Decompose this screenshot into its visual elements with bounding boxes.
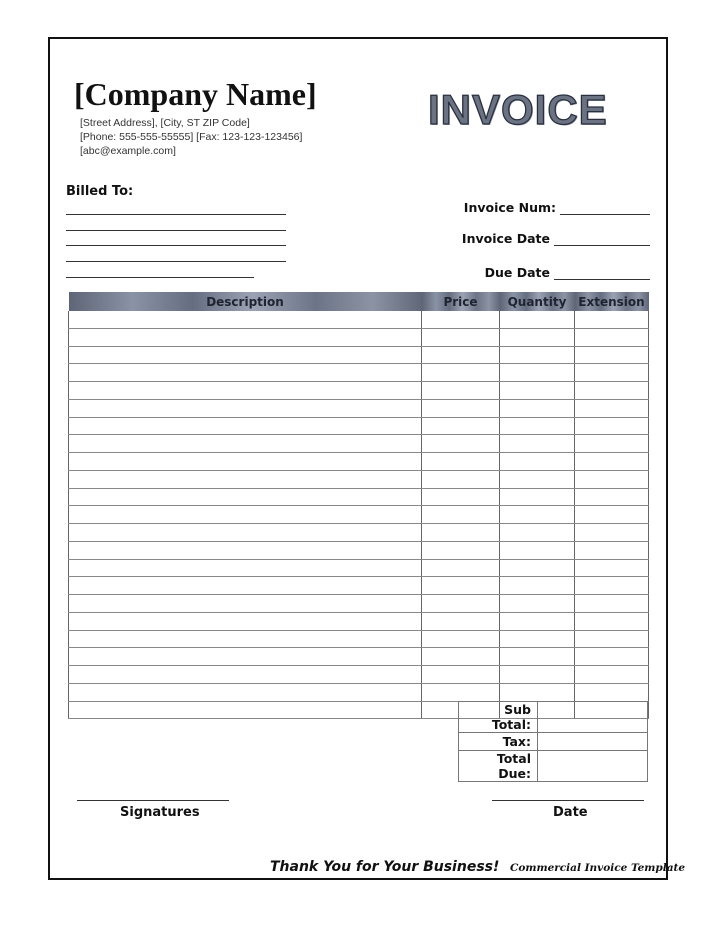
table-row xyxy=(69,488,649,506)
price-cell[interactable] xyxy=(422,612,500,630)
table-row xyxy=(69,541,649,559)
thank-you-message: Thank You for Your Business! xyxy=(270,859,500,875)
price-cell[interactable] xyxy=(422,382,500,400)
description-cell[interactable] xyxy=(69,541,422,559)
extension-cell[interactable] xyxy=(575,417,649,435)
tax-row xyxy=(459,733,648,751)
table-header-row xyxy=(69,292,649,311)
billed-to-label: Billed To: xyxy=(66,184,134,199)
subtotal-row xyxy=(459,702,648,733)
extension-cell[interactable] xyxy=(575,683,649,701)
price-cell[interactable] xyxy=(422,524,500,542)
table-row xyxy=(69,435,649,453)
table-row xyxy=(69,364,649,382)
description-cell[interactable] xyxy=(69,648,422,666)
extension-cell[interactable] xyxy=(575,524,649,542)
price-cell[interactable] xyxy=(422,399,500,417)
extension-cell[interactable] xyxy=(575,382,649,400)
invoice-date-label: Invoice Date xyxy=(461,231,550,246)
description-cell[interactable] xyxy=(69,666,422,684)
total-due-label: Total Due: xyxy=(459,751,538,782)
description-cell[interactable] xyxy=(69,701,422,719)
price-cell[interactable] xyxy=(422,630,500,648)
billed-to-line[interactable] xyxy=(66,261,286,262)
table-row xyxy=(69,524,649,542)
column-header-extension: Extension xyxy=(575,292,649,311)
column-header-quantity: Quantity xyxy=(500,292,575,311)
company-name: [Company Name] xyxy=(74,76,317,112)
due-date-blank[interactable] xyxy=(554,269,650,280)
quantity-cell[interactable] xyxy=(500,630,575,648)
totals-table xyxy=(458,701,648,782)
table-row xyxy=(69,328,649,346)
billed-to-line[interactable] xyxy=(66,214,286,215)
table-row xyxy=(69,311,649,328)
quantity-cell[interactable] xyxy=(500,435,575,453)
quantity-cell[interactable] xyxy=(500,488,575,506)
total-due-value-cell[interactable] xyxy=(538,751,648,782)
quantity-cell[interactable] xyxy=(500,683,575,701)
line-items-table xyxy=(68,292,649,719)
quantity-cell[interactable] xyxy=(500,666,575,684)
description-cell[interactable] xyxy=(69,435,422,453)
quantity-cell[interactable] xyxy=(500,364,575,382)
quantity-cell[interactable] xyxy=(500,382,575,400)
invoice-date-blank[interactable] xyxy=(554,235,650,246)
date-label: Date xyxy=(553,805,588,820)
extension-cell[interactable] xyxy=(575,311,649,328)
price-cell[interactable] xyxy=(422,666,500,684)
price-cell[interactable] xyxy=(422,435,500,453)
price-cell[interactable] xyxy=(422,453,500,471)
quantity-cell[interactable] xyxy=(500,541,575,559)
quantity-cell[interactable] xyxy=(500,311,575,328)
extension-cell[interactable] xyxy=(575,346,649,364)
description-cell[interactable] xyxy=(69,399,422,417)
price-cell[interactable] xyxy=(422,541,500,559)
quantity-cell[interactable] xyxy=(500,328,575,346)
extension-cell[interactable] xyxy=(575,399,649,417)
table-row xyxy=(69,559,649,577)
description-cell[interactable] xyxy=(69,612,422,630)
price-cell[interactable] xyxy=(422,364,500,382)
quantity-cell[interactable] xyxy=(500,612,575,630)
price-cell[interactable] xyxy=(422,683,500,701)
description-cell[interactable] xyxy=(69,559,422,577)
table-row xyxy=(69,577,649,595)
description-cell[interactable] xyxy=(69,311,422,328)
table-row xyxy=(69,630,649,648)
extension-cell[interactable] xyxy=(575,648,649,666)
description-cell[interactable] xyxy=(69,630,422,648)
extension-cell[interactable] xyxy=(575,666,649,684)
column-header-description: Description xyxy=(69,292,422,311)
template-name: Commercial Invoice Template xyxy=(510,862,686,874)
description-cell[interactable] xyxy=(69,328,422,346)
due-date-field[interactable] xyxy=(485,265,650,280)
table-row xyxy=(69,683,649,701)
table-row xyxy=(69,595,649,613)
price-cell[interactable] xyxy=(422,417,500,435)
signature-line[interactable] xyxy=(77,800,229,801)
quantity-cell[interactable] xyxy=(500,417,575,435)
quantity-cell[interactable] xyxy=(500,577,575,595)
extension-cell[interactable] xyxy=(575,506,649,524)
description-cell[interactable] xyxy=(69,364,422,382)
table-row xyxy=(69,382,649,400)
table-row xyxy=(69,470,649,488)
quantity-cell[interactable] xyxy=(500,595,575,613)
description-cell[interactable] xyxy=(69,346,422,364)
description-cell[interactable] xyxy=(69,453,422,471)
price-cell[interactable] xyxy=(422,577,500,595)
company-phone-fax: [Phone: 555-555-55555] [Fax: 123-123-123456] xyxy=(80,131,303,143)
description-cell[interactable] xyxy=(69,524,422,542)
company-street: [Street Address], [City, ST ZIP Code] xyxy=(80,117,250,129)
price-cell[interactable] xyxy=(422,328,500,346)
invoice-num-label: Invoice Num: xyxy=(463,200,556,215)
description-cell[interactable] xyxy=(69,488,422,506)
date-line[interactable] xyxy=(492,800,644,801)
due-date-label: Due Date xyxy=(484,265,550,280)
invoice-num-blank[interactable] xyxy=(560,204,650,215)
column-header-price: Price xyxy=(422,292,500,311)
price-cell[interactable] xyxy=(422,470,500,488)
price-cell[interactable] xyxy=(422,311,500,328)
quantity-cell[interactable] xyxy=(500,453,575,471)
total-due-row xyxy=(459,751,648,782)
price-cell[interactable] xyxy=(422,648,500,666)
table-row xyxy=(69,399,649,417)
quantity-cell[interactable] xyxy=(500,346,575,364)
table-row xyxy=(69,666,649,684)
extension-cell[interactable] xyxy=(575,488,649,506)
extension-cell[interactable] xyxy=(575,328,649,346)
quantity-cell[interactable] xyxy=(500,506,575,524)
quantity-cell[interactable] xyxy=(500,524,575,542)
extension-cell[interactable] xyxy=(575,577,649,595)
extension-cell[interactable] xyxy=(575,541,649,559)
description-cell[interactable] xyxy=(69,470,422,488)
quantity-cell[interactable] xyxy=(500,648,575,666)
subtotal-label: Sub Total: xyxy=(459,702,538,733)
price-cell[interactable] xyxy=(422,506,500,524)
quantity-cell[interactable] xyxy=(500,399,575,417)
invoice-num-field[interactable] xyxy=(464,200,650,215)
signatures-label: Signatures xyxy=(120,805,200,820)
table-row xyxy=(69,346,649,364)
price-cell[interactable] xyxy=(422,346,500,364)
tax-value-cell[interactable] xyxy=(538,733,648,751)
extension-cell[interactable] xyxy=(575,435,649,453)
table-row xyxy=(69,453,649,471)
extension-cell[interactable] xyxy=(575,364,649,382)
table-row xyxy=(69,612,649,630)
quantity-cell[interactable] xyxy=(500,559,575,577)
table-row xyxy=(69,417,649,435)
table-row xyxy=(69,648,649,666)
company-email: [abc@example.com] xyxy=(80,145,176,157)
billed-to-line[interactable] xyxy=(66,230,286,231)
extension-cell[interactable] xyxy=(575,612,649,630)
invoice-date-field[interactable] xyxy=(462,231,650,246)
extension-cell[interactable] xyxy=(575,470,649,488)
description-cell[interactable] xyxy=(69,382,422,400)
invoice-title: INVOICE xyxy=(428,86,608,133)
subtotal-value-cell[interactable] xyxy=(538,702,648,733)
extension-cell[interactable] xyxy=(575,595,649,613)
description-cell[interactable] xyxy=(69,506,422,524)
table-row xyxy=(69,506,649,524)
tax-label: Tax: xyxy=(459,733,538,751)
description-cell[interactable] xyxy=(69,595,422,613)
extension-cell[interactable] xyxy=(575,453,649,471)
description-cell[interactable] xyxy=(69,577,422,595)
billed-to-line[interactable] xyxy=(66,245,286,246)
price-cell[interactable] xyxy=(422,595,500,613)
price-cell[interactable] xyxy=(422,488,500,506)
billed-to-line[interactable] xyxy=(66,277,254,278)
description-cell[interactable] xyxy=(69,417,422,435)
price-cell[interactable] xyxy=(422,559,500,577)
description-cell[interactable] xyxy=(69,683,422,701)
extension-cell[interactable] xyxy=(575,559,649,577)
extension-cell[interactable] xyxy=(575,630,649,648)
quantity-cell[interactable] xyxy=(500,470,575,488)
